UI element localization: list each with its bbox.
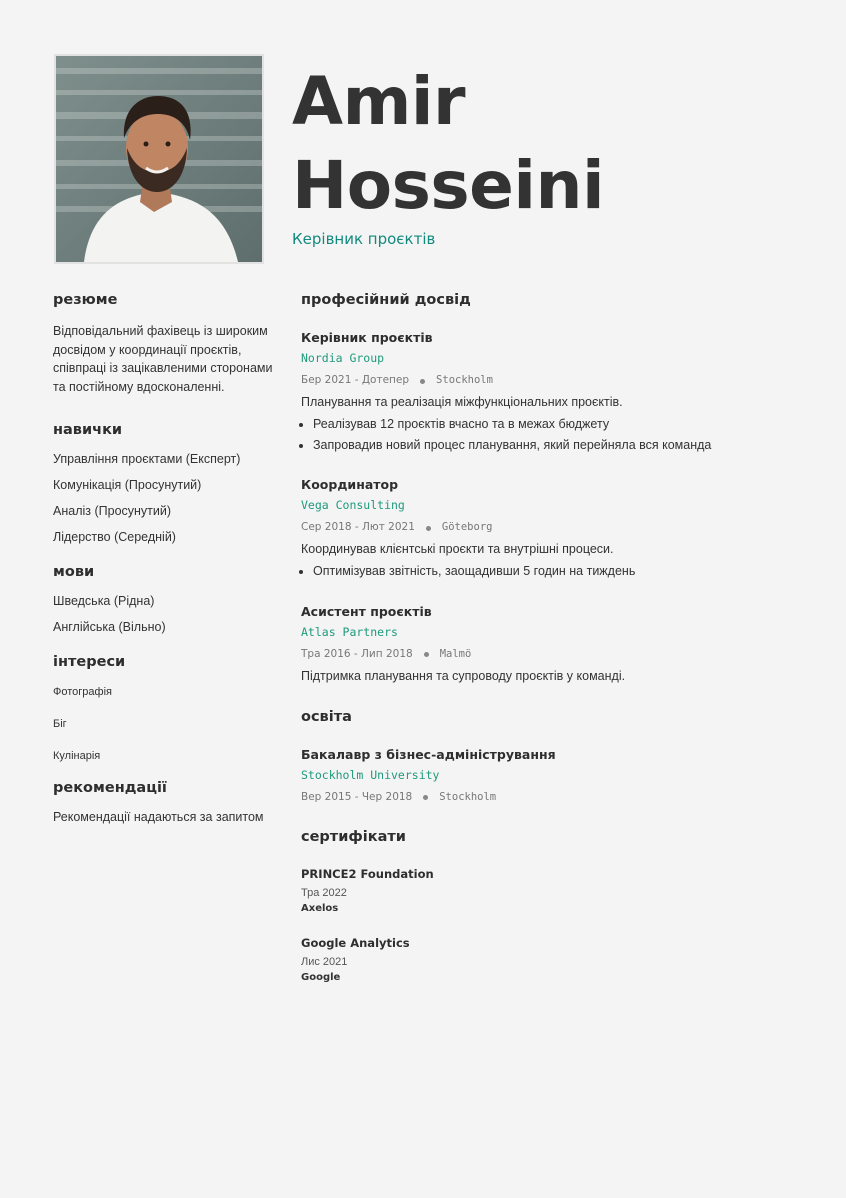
separator-dot-icon <box>424 652 429 657</box>
job-achievements <box>301 561 821 582</box>
job-role: Координатор <box>301 477 399 492</box>
skill-item: Управління проєктами (Експерт) <box>53 452 241 466</box>
job-location: Göteborg <box>441 521 493 533</box>
certificate-issuer: Google <box>301 971 341 983</box>
language-item: Англійська (Вільно) <box>53 620 166 634</box>
certificate-item <box>301 867 821 914</box>
job-role: Керівник проєктів <box>301 330 433 345</box>
interests-heading: інтереси <box>53 654 126 670</box>
job-meta <box>301 521 821 533</box>
education-heading: освіта <box>301 708 352 725</box>
education-dates: Вер 2015 - Чер 2018 <box>301 790 413 803</box>
job-company: Vega Consulting <box>301 498 405 512</box>
interests-list <box>53 684 283 780</box>
job-company: Nordia Group <box>301 351 385 365</box>
languages-list <box>53 592 283 644</box>
job-role: Асистент проєктів <box>301 603 432 619</box>
experience-item <box>301 330 821 455</box>
right-column <box>301 292 821 983</box>
interest-item: Фотографія <box>53 686 112 698</box>
job-location: Stockholm <box>436 374 493 386</box>
language-item: Шведська (Рідна) <box>53 594 155 608</box>
first-name: Amir <box>292 63 466 140</box>
certificate-date: Лис 2021 <box>301 955 348 968</box>
job-dates: Сер 2018 - Лют 2021 <box>301 521 415 533</box>
left-column <box>53 292 283 824</box>
skills-heading: навички <box>53 422 123 438</box>
summary-heading: резюме <box>53 292 118 308</box>
certificate-name: Google Analytics <box>301 935 410 950</box>
job-dates: Тра 2016 - Лип 2018 <box>301 647 413 660</box>
job-achievements <box>301 414 821 455</box>
candidate-name <box>292 60 604 228</box>
certificate-date: Тра 2022 <box>301 886 347 899</box>
certificate-name: PRINCE2 Foundation <box>301 866 434 881</box>
degree: Бакалавр з бізнес-адміністрування <box>301 746 556 762</box>
education-location: Stockholm <box>439 790 497 803</box>
job-company: Atlas Partners <box>301 624 398 639</box>
summary-text: Відповідальний фахівець із широким досвідом у координації проєктів, співпраці із зацікавленими сторонами та постійному вдосконаленні. <box>53 324 273 394</box>
skill-item: Комунікація (Просунутий) <box>53 478 202 492</box>
skills-list <box>53 450 283 554</box>
interest-item: Біг <box>53 718 67 730</box>
separator-dot-icon <box>426 526 431 531</box>
job-description: Планування та реалізація міжфункціональних проєктів. <box>301 395 623 409</box>
achievement-item: • Реалізував 12 проєктів вчасно та в межах бюджету <box>313 414 821 435</box>
skill-item: Лідерство (Середній) <box>53 530 176 544</box>
profile-photo <box>54 54 264 264</box>
job-meta <box>301 374 821 386</box>
school: Stockholm University <box>301 767 440 782</box>
interest-item: Кулінарія <box>53 750 101 762</box>
job-location: Malmö <box>439 647 472 660</box>
certificate-item <box>301 936 821 983</box>
certificates-heading: сертифікати <box>301 828 406 845</box>
job-description: Координував клієнтські проєкти та внутрішні процеси. <box>301 542 614 556</box>
certificate-issuer: Axelos <box>301 902 339 914</box>
job-description: Підтримка планування та супроводу проєктів у команді. <box>301 668 626 683</box>
achievement-item: • Оптимізував звітність, заощадивши 5 годин на тиждень <box>313 561 821 582</box>
achievement-item: • Запровадив новий процес планування, який перейняла вся команда <box>313 435 821 456</box>
last-name: Hosseini <box>292 147 605 224</box>
separator-dot-icon <box>423 795 428 800</box>
separator-dot-icon <box>420 379 425 384</box>
education-item <box>301 747 821 803</box>
job-title: Керівник проєктів <box>292 230 436 248</box>
education-meta <box>301 791 821 803</box>
experience-heading: професійний досвід <box>301 292 471 308</box>
job-dates: Бер 2021 - Дотепер <box>301 374 410 386</box>
experience-item <box>301 604 821 683</box>
experience-item <box>301 477 821 582</box>
skill-item: Аналіз (Просунутий) <box>53 504 172 518</box>
job-meta <box>301 648 821 660</box>
languages-heading: мови <box>53 564 95 580</box>
references-text: Рекомендації надаються за запитом <box>53 810 264 824</box>
references-heading: рекомендації <box>53 780 167 796</box>
